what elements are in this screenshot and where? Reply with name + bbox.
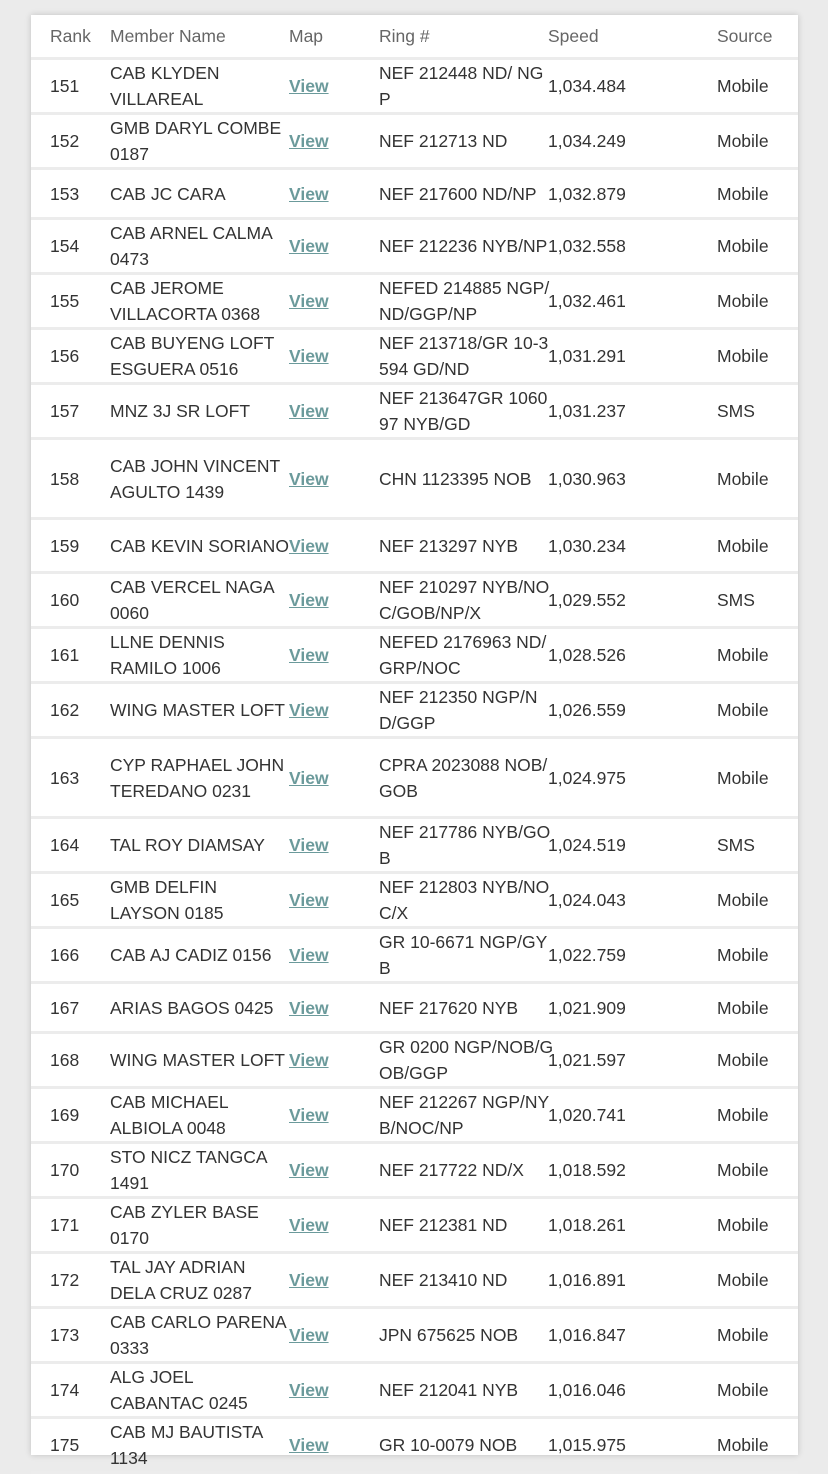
header-map[interactable]: Map xyxy=(289,15,379,59)
speed-cell: 1,026.559 xyxy=(548,683,717,738)
member-name-cell: GMB DARYL COMBE 0187 xyxy=(110,114,289,169)
speed-cell: 1,030.234 xyxy=(548,519,717,573)
member-name-cell: TAL JAY ADRIAN DELA CRUZ 0287 xyxy=(110,1253,289,1308)
source-cell: Mobile xyxy=(717,1143,798,1198)
table-row xyxy=(31,169,798,219)
rank-cell: 171 xyxy=(31,1198,110,1253)
member-name-cell: CAB JOHN VINCENT AGULTO 1439 xyxy=(110,439,289,519)
rank-cell: 165 xyxy=(31,873,110,928)
results-table xyxy=(31,15,798,1474)
view-map-link[interactable]: View xyxy=(289,236,329,256)
speed-cell: 1,032.558 xyxy=(548,219,717,274)
table-row xyxy=(31,219,798,274)
view-map-link[interactable]: View xyxy=(289,1105,329,1125)
map-cell xyxy=(289,738,379,818)
speed-cell: 1,034.484 xyxy=(548,59,717,114)
speed-cell: 1,028.526 xyxy=(548,628,717,683)
member-name-cell: CAB KLYDEN VILLAREAL xyxy=(110,59,289,114)
map-cell xyxy=(289,1253,379,1308)
map-cell xyxy=(289,1308,379,1363)
ring-number-text: NEF 212267 NGP/NYB/NOC/NP xyxy=(379,1092,550,1138)
table-row xyxy=(31,818,798,873)
table-row xyxy=(31,1143,798,1198)
view-map-link[interactable]: View xyxy=(289,1325,329,1345)
ring-number-cell xyxy=(379,1033,554,1088)
source-cell: Mobile xyxy=(717,114,798,169)
view-map-link[interactable]: View xyxy=(289,645,329,665)
member-name-cell: STO NICZ TANGCA 1491 xyxy=(110,1143,289,1198)
member-name-cell: WING MASTER LOFT xyxy=(110,683,289,738)
ring-number-text: NEF 213410 ND xyxy=(379,1270,508,1290)
map-cell xyxy=(289,573,379,628)
speed-cell: 1,024.519 xyxy=(548,818,717,873)
ring-number-text: NEF 210297 NYB/NOC/GOB/NP/X xyxy=(379,577,550,623)
table-body xyxy=(31,59,798,1473)
rank-cell: 162 xyxy=(31,683,110,738)
member-name-cell: ALG JOEL CABANTAC 0245 xyxy=(110,1363,289,1418)
ring-number-cell xyxy=(379,1363,548,1418)
ring-number-text: NEF 213647GR 106097 NYB/GD xyxy=(379,388,548,434)
table-row xyxy=(31,573,798,628)
speed-cell: 1,022.759 xyxy=(548,928,717,983)
ring-number-cell xyxy=(379,329,548,384)
source-cell: Mobile xyxy=(717,1088,798,1143)
view-map-link[interactable]: View xyxy=(289,291,329,311)
map-cell xyxy=(289,683,379,738)
source-cell: SMS xyxy=(717,818,798,873)
member-name-cell: CAB MJ BAUTISTA 1134 xyxy=(110,1418,289,1473)
ring-number-cell xyxy=(379,219,548,274)
map-cell xyxy=(289,1198,379,1253)
ring-number-text: NEF 217786 NYB/GOB xyxy=(379,822,551,868)
map-cell xyxy=(289,1143,379,1198)
ring-number-cell xyxy=(379,683,548,738)
view-map-link[interactable]: View xyxy=(289,590,329,610)
table-row xyxy=(31,519,798,573)
speed-cell: 1,016.046 xyxy=(548,1363,717,1418)
member-name-cell: CAB ZYLER BASE 0170 xyxy=(110,1198,289,1253)
ring-number-cell xyxy=(379,1198,548,1253)
view-map-link[interactable]: View xyxy=(289,945,329,965)
speed-cell: 1,018.261 xyxy=(548,1198,717,1253)
view-map-link[interactable]: View xyxy=(289,997,329,1018)
view-map-link[interactable]: View xyxy=(289,346,329,366)
rank-cell: 161 xyxy=(31,628,110,683)
rank-cell: 174 xyxy=(31,1363,110,1418)
table-row xyxy=(31,1308,798,1363)
member-name-cell: CAB JEROME VILLACORTA 0368 xyxy=(110,274,289,329)
source-cell: Mobile xyxy=(717,274,798,329)
map-cell xyxy=(289,628,379,683)
table-row xyxy=(31,873,798,928)
source-cell: Mobile xyxy=(717,1418,798,1473)
view-map-link[interactable]: View xyxy=(289,535,329,556)
speed-cell: 1,032.879 xyxy=(548,169,717,219)
ring-number-cell xyxy=(379,818,551,873)
table-row xyxy=(31,1363,798,1418)
source-cell: Mobile xyxy=(717,519,798,573)
map-cell xyxy=(289,439,379,519)
rank-cell: 169 xyxy=(31,1088,110,1143)
ring-number-text: CHN 1123395 NOB xyxy=(379,468,532,489)
ring-number-cell xyxy=(379,573,548,628)
ring-number-cell xyxy=(379,1418,548,1473)
header-source[interactable]: Source xyxy=(717,15,798,59)
map-cell xyxy=(289,329,379,384)
source-cell: Mobile xyxy=(717,439,798,519)
member-name-cell: CYP RAPHAEL JOHN TEREDANO 0231 xyxy=(110,738,289,818)
source-cell: Mobile xyxy=(717,873,798,928)
member-name-cell: CAB JC CARA xyxy=(110,169,289,219)
view-map-link[interactable]: View xyxy=(289,1050,329,1070)
map-cell xyxy=(289,384,379,439)
table-row xyxy=(31,1253,798,1308)
speed-cell: 1,031.291 xyxy=(548,329,717,384)
rank-cell: 173 xyxy=(31,1308,110,1363)
view-map-link[interactable]: View xyxy=(289,468,329,489)
map-cell xyxy=(289,59,379,114)
rank-cell: 159 xyxy=(31,519,110,573)
header-member-name[interactable]: Member Name xyxy=(110,15,289,59)
rank-cell: 160 xyxy=(31,573,110,628)
ring-number-cell xyxy=(379,873,548,928)
rank-cell: 166 xyxy=(31,928,110,983)
ring-number-cell xyxy=(379,1253,548,1308)
member-name-cell: LLNE DENNIS RAMILO 1006 xyxy=(110,628,289,683)
speed-cell: 1,020.741 xyxy=(548,1088,717,1143)
ring-number-cell xyxy=(379,1088,548,1143)
ring-number-text: NEF 217600 ND/NP xyxy=(379,183,537,204)
rank-cell: 167 xyxy=(31,983,110,1033)
speed-cell: 1,018.592 xyxy=(548,1143,717,1198)
member-name-cell: WING MASTER LOFT xyxy=(110,1033,289,1088)
rank-cell: 164 xyxy=(31,818,110,873)
ring-number-cell xyxy=(379,983,548,1033)
ring-number-text: GR 10-6671 NGP/GYB xyxy=(379,932,548,978)
table-row xyxy=(31,738,798,818)
member-name-cell: CAB BUYENG LOFT ESGUERA 0516 xyxy=(110,329,289,384)
view-map-link[interactable]: View xyxy=(289,1435,329,1455)
rank-cell: 170 xyxy=(31,1143,110,1198)
ring-number-cell xyxy=(379,384,548,439)
table-row xyxy=(31,274,798,329)
rank-cell: 175 xyxy=(31,1418,110,1473)
speed-cell: 1,032.461 xyxy=(548,274,717,329)
ring-number-cell xyxy=(379,928,548,983)
source-cell: Mobile xyxy=(717,628,798,683)
ring-number-cell xyxy=(379,274,548,329)
speed-cell: 1,016.891 xyxy=(548,1253,717,1308)
rank-cell: 154 xyxy=(31,219,110,274)
table-row xyxy=(31,928,798,983)
view-map-link[interactable]: View xyxy=(289,767,329,788)
table-row xyxy=(31,1198,798,1253)
speed-cell: 1,034.249 xyxy=(548,114,717,169)
view-map-link[interactable]: View xyxy=(289,76,329,96)
ring-number-text: CPRA 2023088 NOB/GOB xyxy=(379,754,548,801)
results-panel xyxy=(31,15,798,1468)
table-row xyxy=(31,114,798,169)
map-cell xyxy=(289,274,379,329)
table-row xyxy=(31,439,798,519)
ring-number-text: NEF 212713 ND xyxy=(379,131,508,151)
member-name-cell: CAB ARNEL CALMA 0473 xyxy=(110,219,289,274)
table-row xyxy=(31,59,798,114)
header-ring-number[interactable]: Ring # xyxy=(379,15,548,59)
speed-cell: 1,024.975 xyxy=(548,738,717,818)
view-map-link[interactable]: View xyxy=(289,890,329,910)
speed-cell: 1,016.847 xyxy=(548,1308,717,1363)
member-name-cell: CAB CARLO PARENA 0333 xyxy=(110,1308,289,1363)
source-cell: Mobile xyxy=(717,1198,798,1253)
speed-cell: 1,029.552 xyxy=(548,573,717,628)
view-map-link[interactable]: View xyxy=(289,1270,329,1290)
ring-number-text: NEF 212236 NYB/NP xyxy=(379,236,548,256)
member-name-cell: ARIAS BAGOS 0425 xyxy=(110,983,289,1033)
ring-number-cell xyxy=(379,114,548,169)
view-map-link[interactable]: View xyxy=(289,183,329,204)
source-cell: Mobile xyxy=(717,683,798,738)
map-cell xyxy=(289,169,379,219)
ring-number-text: NEF 212448 ND/ NGP xyxy=(379,63,544,109)
ring-number-text: NEF 212350 NGP/ND/GGP xyxy=(379,687,538,733)
map-cell xyxy=(289,1033,379,1088)
speed-cell: 1,015.975 xyxy=(548,1418,717,1473)
rank-cell: 153 xyxy=(31,169,110,219)
ring-number-cell xyxy=(379,628,548,683)
rank-cell: 152 xyxy=(31,114,110,169)
speed-cell: 1,021.597 xyxy=(548,1033,717,1088)
rank-cell: 172 xyxy=(31,1253,110,1308)
view-map-link[interactable]: View xyxy=(289,1380,329,1400)
ring-number-text: NEF 217620 NYB xyxy=(379,997,519,1018)
source-cell: Mobile xyxy=(717,1363,798,1418)
map-cell xyxy=(289,928,379,983)
rank-cell: 156 xyxy=(31,329,110,384)
source-cell: SMS xyxy=(717,573,798,628)
ring-number-cell xyxy=(379,519,548,573)
ring-number-text: NEF 213718/GR 10-3594 GD/ND xyxy=(379,333,549,379)
table-header-row xyxy=(31,15,798,59)
member-name-cell: CAB AJ CADIZ 0156 xyxy=(110,928,289,983)
map-cell xyxy=(289,983,379,1033)
table-row xyxy=(31,329,798,384)
ring-number-cell xyxy=(379,439,548,519)
source-cell: Mobile xyxy=(717,738,798,818)
source-cell: Mobile xyxy=(717,329,798,384)
speed-cell: 1,021.909 xyxy=(548,983,717,1033)
ring-number-text: GR 10-0079 NOB xyxy=(379,1435,518,1455)
rank-cell: 157 xyxy=(31,384,110,439)
ring-number-cell xyxy=(379,738,548,818)
member-name-cell: CAB MICHAEL ALBIOLA 0048 xyxy=(110,1088,289,1143)
member-name-cell: CAB KEVIN SORIANO xyxy=(110,519,289,573)
rank-cell: 155 xyxy=(31,274,110,329)
map-cell xyxy=(289,818,379,873)
ring-number-text: NEF 212803 NYB/NOC/X xyxy=(379,877,550,923)
map-cell xyxy=(289,873,379,928)
table-row xyxy=(31,384,798,439)
ring-number-text: NEF 212381 ND xyxy=(379,1215,508,1235)
member-name-cell: TAL ROY DIAMSAY xyxy=(110,818,289,873)
table-row xyxy=(31,1418,798,1473)
ring-number-cell xyxy=(379,1143,548,1198)
map-cell xyxy=(289,1363,379,1418)
table-row xyxy=(31,1088,798,1143)
header-speed[interactable]: Speed xyxy=(548,15,717,59)
ring-number-text: NEFED 2176963 ND/GRP/NOC xyxy=(379,632,547,678)
map-cell xyxy=(289,219,379,274)
table-row xyxy=(31,983,798,1033)
header-rank[interactable]: Rank xyxy=(31,15,110,59)
source-cell: Mobile xyxy=(717,1308,798,1363)
source-cell: Mobile xyxy=(717,983,798,1033)
ring-number-text: NEF 212041 NYB xyxy=(379,1380,519,1400)
source-cell: Mobile xyxy=(717,219,798,274)
source-cell: Mobile xyxy=(717,59,798,114)
view-map-link[interactable]: View xyxy=(289,401,329,421)
rank-cell: 163 xyxy=(31,738,110,818)
source-cell: Mobile xyxy=(717,1253,798,1308)
source-cell: Mobile xyxy=(717,1033,798,1088)
member-name-cell: GMB DELFIN LAYSON 0185 xyxy=(110,873,289,928)
ring-number-cell xyxy=(379,59,548,114)
speed-cell: 1,031.237 xyxy=(548,384,717,439)
rank-cell: 168 xyxy=(31,1033,110,1088)
map-cell xyxy=(289,114,379,169)
ring-number-text: NEFED 214885 NGP/ND/GGP/NP xyxy=(379,278,550,324)
table-row xyxy=(31,683,798,738)
source-cell: SMS xyxy=(717,384,798,439)
ring-number-cell xyxy=(379,1308,548,1363)
speed-cell: 1,030.963 xyxy=(548,439,717,519)
ring-number-text: JPN 675625 NOB xyxy=(379,1325,519,1345)
source-cell: Mobile xyxy=(717,169,798,219)
source-cell: Mobile xyxy=(717,928,798,983)
view-map-link[interactable]: View xyxy=(289,835,329,855)
view-map-link[interactable]: View xyxy=(289,131,329,151)
ring-number-text: NEF 217722 ND/X xyxy=(379,1160,524,1180)
member-name-cell: CAB VERCEL NAGA 0060 xyxy=(110,573,289,628)
table-row xyxy=(31,628,798,683)
table-row xyxy=(31,1033,798,1088)
member-name-cell: MNZ 3J SR LOFT xyxy=(110,384,289,439)
map-cell xyxy=(289,1418,379,1473)
ring-number-cell xyxy=(379,169,548,219)
ring-number-text: NEF 213297 NYB xyxy=(379,535,519,556)
map-cell xyxy=(289,1088,379,1143)
view-map-link[interactable]: View xyxy=(289,1160,329,1180)
view-map-link[interactable]: View xyxy=(289,1215,329,1235)
speed-cell: 1,024.043 xyxy=(548,873,717,928)
rank-cell: 151 xyxy=(31,59,110,114)
ring-number-text: GR 0200 NGP/NOB/GOB/GGP xyxy=(379,1037,554,1083)
rank-cell: 158 xyxy=(31,439,110,519)
map-cell xyxy=(289,519,379,573)
view-map-link[interactable]: View xyxy=(289,700,329,720)
